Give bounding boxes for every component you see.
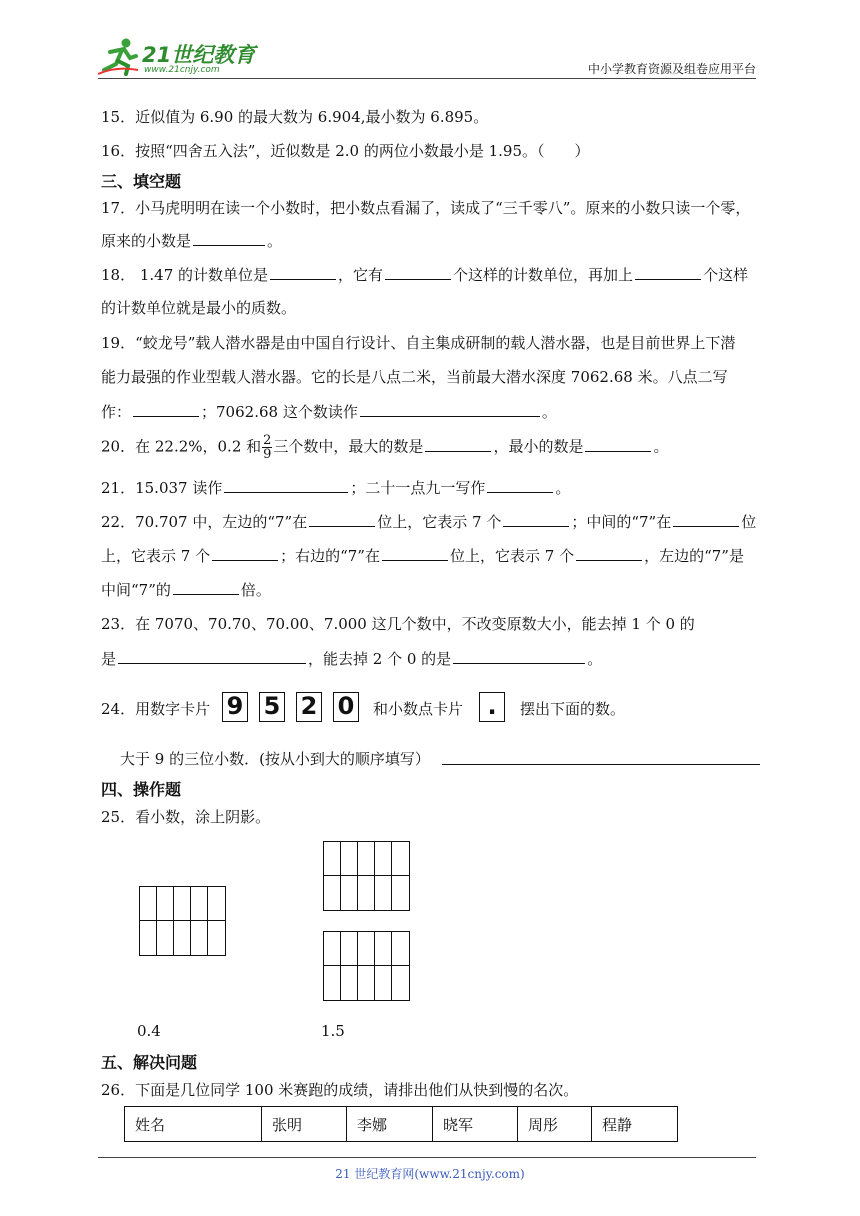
question-18-line2: 的计数单位就是最小的质数。 <box>101 299 297 317</box>
q22-text: 中间“7”的 <box>101 581 171 599</box>
digit-card-5: 5 <box>259 692 285 722</box>
q24-text-middle: 和小数点卡片 <box>373 700 464 718</box>
digit-card-9: 9 <box>222 692 248 722</box>
q22-text: 位上，它表示 7 个 <box>377 513 502 531</box>
logo-url: www.21cnjy.com <box>144 65 220 75</box>
answer-blank[interactable] <box>360 402 540 417</box>
answer-blank[interactable] <box>382 546 448 561</box>
q23-text: 是 <box>101 650 117 668</box>
question-25: 25．看小数，涂上阴影。 <box>101 808 271 826</box>
header-logo <box>96 36 256 76</box>
table-header-cell: 周彤 <box>518 1107 592 1142</box>
answer-blank[interactable] <box>442 764 760 765</box>
q22-text: 位上，它表示 7 个 <box>449 547 575 565</box>
fraction <box>262 434 272 461</box>
q20-end: 。 <box>653 437 669 456</box>
question-23-line1: 23．在 7070、70.70、70.00、7.000 这几个数中，不改变原数大小，能去掉 1 个 0 的 <box>101 615 695 633</box>
answer-blank[interactable] <box>224 478 348 493</box>
question-17-line1: 17．小马虎明明在读一个小数时，把小数点看漏了，读成了“三千零八”。原来的小数只读一个零， <box>101 199 751 217</box>
question-19-line2: 能力最强的作业型载人潜水器。它的长是八点二米，当前最大潜水深度 7062.68 米。八点二写 <box>101 368 728 386</box>
grid-0-4[interactable] <box>139 886 226 956</box>
q21-text: ；二十一点九一写作 <box>350 479 486 497</box>
section-problem-title: 五、解决问题 <box>101 1053 198 1072</box>
answer-blank[interactable] <box>453 649 585 664</box>
answer-blank[interactable] <box>673 512 739 527</box>
answer-blank[interactable] <box>635 265 701 280</box>
answer-blank[interactable] <box>118 649 306 664</box>
question-17-line2 <box>101 230 282 251</box>
q21-text: 21．15.037 读作 <box>101 479 223 497</box>
answer-blank[interactable] <box>270 265 336 280</box>
question-18-line1 <box>101 264 748 285</box>
table-row <box>125 1107 678 1142</box>
section-operation-title: 四、操作题 <box>101 780 182 799</box>
table-header-cell: 李娜 <box>347 1107 433 1142</box>
q18-text: 个这样的计数单位，再加上 <box>453 266 634 284</box>
logo-title: 21世纪教育 <box>142 43 256 67</box>
q19-end: 。 <box>541 403 557 421</box>
answer-blank[interactable] <box>585 437 651 452</box>
question-20 <box>101 434 668 461</box>
q22-text: 22．70.707 中，左边的“7”在 <box>101 513 308 531</box>
q18-text: 个这样 <box>703 266 749 284</box>
answer-blank[interactable] <box>576 546 642 561</box>
question-15: 15．近似值为 6.90 的最大数为 6.904,最小数为 6.895。 <box>101 108 489 126</box>
fraction-numerator: 2 <box>263 433 272 448</box>
q21-end: 。 <box>555 479 571 497</box>
q20-text: 20．在 22.2%，0.2 和 <box>101 437 262 456</box>
grid-1-5-top[interactable] <box>323 841 410 911</box>
q20-text: ，最小的数是 <box>493 437 584 456</box>
question-21 <box>101 477 570 498</box>
q19-text: ；7062.68 这个数读作 <box>201 403 358 421</box>
answer-blank[interactable] <box>193 231 265 246</box>
q24-text-start: 24．用数字卡片 <box>101 700 211 718</box>
answer-blank[interactable] <box>487 478 553 493</box>
question-22-line2 <box>101 545 744 566</box>
grid-label-1-5: 1.5 <box>321 1022 345 1040</box>
score-table <box>124 1106 678 1142</box>
q23-end: 。 <box>587 650 603 668</box>
question-23-line2 <box>101 648 602 669</box>
digit-card-2: 2 <box>296 692 322 722</box>
q17-end: 。 <box>267 232 283 250</box>
answer-blank[interactable] <box>173 580 239 595</box>
fraction-denominator: 9 <box>263 447 272 462</box>
grid-1-5-bottom[interactable] <box>323 931 410 1001</box>
decimal-point-card: . <box>479 692 505 722</box>
q18-text: 18． 1.47 的计数单位是 <box>101 266 269 284</box>
grid-label-0-4: 0.4 <box>137 1022 161 1040</box>
section-fill-in-title: 三、填空题 <box>101 172 182 191</box>
q19-text: 作： <box>101 403 132 421</box>
question-22-line1 <box>101 511 756 532</box>
header-divider <box>98 78 756 79</box>
answer-blank[interactable] <box>133 402 199 417</box>
answer-blank[interactable] <box>385 265 451 280</box>
footer-divider <box>98 1157 756 1158</box>
digit-card-0: 0 <box>333 692 359 722</box>
table-header-cell: 张明 <box>262 1107 347 1142</box>
footer-text: 21 世纪教育网(www.21cnjy.com) <box>335 1167 525 1181</box>
q23-text: ，能去掉 2 个 0 的是 <box>308 650 452 668</box>
answer-blank[interactable] <box>503 512 569 527</box>
q22-end: 倍。 <box>240 581 271 599</box>
question-19-line1: 19．“蛟龙号”载人潜水器是由中国自行设计、自主集成研制的载人潜水器，也是目前世界上下潜 <box>101 334 736 352</box>
q17-text: 原来的小数是 <box>101 232 192 250</box>
question-19-line3 <box>101 401 557 422</box>
answer-blank[interactable] <box>309 512 375 527</box>
question-16: 16．按照“四舍五入法”，近似数是 2.0 的两位小数最小是 1.95。（ ） <box>101 142 590 160</box>
q24-text-end: 摆出下面的数。 <box>520 700 626 718</box>
q22-text: 上，它表示 7 个 <box>101 547 211 565</box>
runner-logo-icon <box>96 36 140 76</box>
q20-text: 三个数中，最大的数是 <box>273 437 424 456</box>
answer-blank[interactable] <box>212 546 278 561</box>
table-header-cell: 程静 <box>592 1107 678 1142</box>
q22-text: ，左边的“7”是 <box>644 547 744 565</box>
header-right-text: 中小学教育资源及组卷应用平台 <box>587 62 756 76</box>
table-header-cell: 晓军 <box>433 1107 518 1142</box>
q22-text: ；中间的“7”在 <box>571 513 672 531</box>
q18-text: ，它有 <box>338 266 384 284</box>
answer-blank[interactable] <box>425 437 491 452</box>
q24-instruction: 大于 9 的三位小数．(按从小到大的顺序填写） <box>120 750 430 768</box>
question-22-line3 <box>101 579 271 600</box>
question-26: 26．下面是几位同学 100 米赛跑的成绩，请排出他们从快到慢的名次。 <box>101 1081 579 1099</box>
table-header-cell: 姓名 <box>125 1107 262 1142</box>
q22-text: 位 <box>741 513 757 531</box>
q22-text: ；右边的“7”在 <box>280 547 380 565</box>
